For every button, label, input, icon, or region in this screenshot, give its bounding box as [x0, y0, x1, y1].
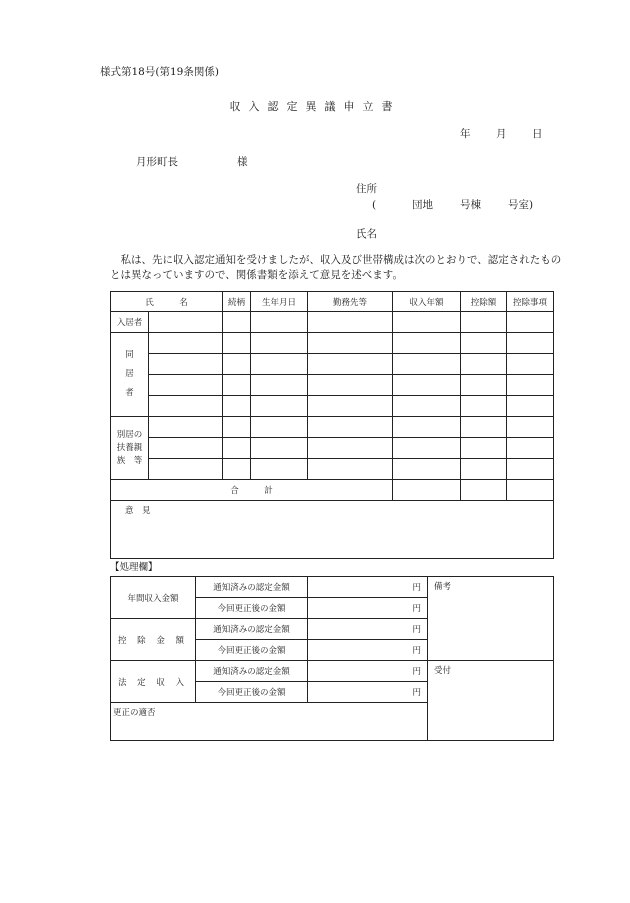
- receipt-cell[interactable]: [428, 661, 554, 741]
- total-income-cell[interactable]: [393, 480, 461, 501]
- cohabitant-label-char: 同: [125, 350, 134, 360]
- dependents-label: [111, 417, 149, 480]
- cell[interactable]: [308, 438, 393, 459]
- address-building: 号棟: [460, 199, 481, 211]
- cell[interactable]: [149, 354, 223, 375]
- cell[interactable]: [251, 459, 308, 480]
- cell[interactable]: [149, 417, 223, 438]
- cell[interactable]: [223, 354, 251, 375]
- date-month-label: 月: [496, 128, 507, 140]
- cell[interactable]: [461, 438, 507, 459]
- cell[interactable]: [308, 312, 393, 333]
- cell[interactable]: [251, 396, 308, 417]
- cell[interactable]: [149, 396, 223, 417]
- processing-section-label: 【処理欄】: [110, 562, 158, 573]
- table-row: [111, 333, 554, 354]
- cohabitant-label-char: 者: [125, 388, 134, 398]
- legal-income-label: 法 定 収 入: [111, 661, 196, 703]
- notified-amount-label: 通知済みの認定金額: [196, 577, 308, 598]
- table-row: [111, 417, 554, 438]
- cell[interactable]: [308, 375, 393, 396]
- yen-cell[interactable]: [308, 619, 428, 640]
- deduction-amount-label: 控 除 金 額: [111, 619, 196, 661]
- cell[interactable]: [507, 375, 554, 396]
- cell[interactable]: [507, 312, 554, 333]
- header-deduction-item: 控除事項: [507, 292, 554, 312]
- cell[interactable]: [393, 438, 461, 459]
- opinion-row: [111, 501, 554, 559]
- yen-cell[interactable]: [308, 661, 428, 682]
- cell[interactable]: [461, 312, 507, 333]
- cell[interactable]: [461, 459, 507, 480]
- cell[interactable]: [223, 459, 251, 480]
- cell[interactable]: [308, 417, 393, 438]
- cell[interactable]: [251, 417, 308, 438]
- cell[interactable]: [393, 417, 461, 438]
- document-title: 収入認定異議申立書: [229, 100, 401, 113]
- cell[interactable]: [461, 354, 507, 375]
- cell[interactable]: [308, 459, 393, 480]
- yen-cell[interactable]: [308, 682, 428, 703]
- correction-label: 更正の適否: [113, 708, 156, 718]
- table-row: [111, 577, 554, 598]
- cell[interactable]: [251, 438, 308, 459]
- cell[interactable]: [461, 396, 507, 417]
- cell[interactable]: [149, 438, 223, 459]
- header-workplace: 勤務先等: [308, 292, 393, 312]
- corrected-amount-label: 今回更正後の金額: [196, 682, 308, 703]
- cell[interactable]: [251, 375, 308, 396]
- cell[interactable]: [507, 438, 554, 459]
- cell[interactable]: [393, 459, 461, 480]
- correction-cell[interactable]: [111, 703, 428, 741]
- annual-income-label: 年間収入金額: [111, 577, 196, 619]
- cell[interactable]: [251, 354, 308, 375]
- receipt-label: 受付: [434, 666, 452, 676]
- cell[interactable]: [393, 375, 461, 396]
- table-row: [111, 661, 554, 682]
- total-item-cell[interactable]: [507, 480, 554, 501]
- cohabitant-label: [111, 333, 149, 417]
- cell[interactable]: [308, 396, 393, 417]
- yen-label: 円: [412, 625, 421, 635]
- cell[interactable]: [149, 459, 223, 480]
- dependents-label-line: 扶養親: [116, 442, 143, 453]
- yen-cell[interactable]: [308, 640, 428, 661]
- yen-label: 円: [412, 604, 421, 614]
- notified-amount-label: 通知済みの認定金額: [196, 661, 308, 682]
- addressee-name: 月形町長: [136, 156, 178, 168]
- header-deduction-amount: 控除額: [461, 292, 507, 312]
- name-label: 氏名: [356, 228, 377, 240]
- dependents-label-line: 別居の: [116, 429, 143, 440]
- processing-table: [110, 576, 554, 741]
- cell[interactable]: [393, 312, 461, 333]
- header-birthdate: 生年月日: [251, 292, 308, 312]
- opinion-label: 意 見: [125, 506, 151, 516]
- address-open-paren: (: [372, 199, 377, 211]
- cell[interactable]: [507, 459, 554, 480]
- header-relationship: 続柄: [223, 292, 251, 312]
- resident-label: 入居者: [111, 312, 149, 333]
- cell[interactable]: [251, 333, 308, 354]
- notified-amount-label: 通知済みの認定金額: [196, 619, 308, 640]
- cohabitant-label-char: 居: [125, 369, 134, 379]
- table-row: [111, 396, 554, 417]
- cell[interactable]: [393, 354, 461, 375]
- total-row: [111, 480, 554, 501]
- cell[interactable]: [251, 312, 308, 333]
- remarks-cell[interactable]: [428, 577, 554, 661]
- header-name: 氏 名: [111, 292, 223, 312]
- table-row: [111, 375, 554, 396]
- cell[interactable]: [461, 375, 507, 396]
- yen-label: 円: [412, 688, 421, 698]
- yen-cell[interactable]: [308, 598, 428, 619]
- cell[interactable]: [223, 312, 251, 333]
- cell[interactable]: [308, 354, 393, 375]
- cell[interactable]: [393, 396, 461, 417]
- cell[interactable]: [149, 333, 223, 354]
- cell[interactable]: [308, 333, 393, 354]
- remarks-label: 備考: [434, 582, 452, 592]
- cell[interactable]: [461, 333, 507, 354]
- yen-label: 円: [412, 646, 421, 656]
- cell[interactable]: [393, 333, 461, 354]
- yen-cell[interactable]: [308, 577, 428, 598]
- table-row: [111, 354, 554, 375]
- corrected-amount-label: 今回更正後の金額: [196, 640, 308, 661]
- table-row: [111, 312, 554, 333]
- cell[interactable]: [223, 396, 251, 417]
- total-label: 合 計: [111, 480, 393, 501]
- table-row: [111, 459, 554, 480]
- address-room: 号室): [508, 199, 534, 211]
- total-deduction-cell[interactable]: [461, 480, 507, 501]
- addressee-honorific: 様: [237, 156, 248, 168]
- cell[interactable]: [507, 417, 554, 438]
- yen-label: 円: [412, 583, 421, 593]
- corrected-amount-label: 今回更正後の金額: [196, 598, 308, 619]
- cell[interactable]: [507, 333, 554, 354]
- yen-label: 円: [412, 667, 421, 677]
- header-annual-income: 収入年額: [393, 292, 461, 312]
- address-danchi: 団地: [412, 199, 433, 211]
- cell[interactable]: [507, 354, 554, 375]
- cell[interactable]: [149, 312, 223, 333]
- form-number: 様式第18号(第19条関係): [100, 66, 219, 78]
- statement-text: 私は、先に収入認定通知を受けましたが、収入及び世帯構成は次のとおりで、認定されたものとは異なっていますので、関係書類を添えて意見を述べます。: [110, 254, 562, 281]
- opinion-cell[interactable]: [111, 501, 554, 559]
- table-row: [111, 438, 554, 459]
- cell[interactable]: [223, 333, 251, 354]
- cell[interactable]: [507, 396, 554, 417]
- cell[interactable]: [223, 417, 251, 438]
- cell[interactable]: [461, 417, 507, 438]
- date-year-label: 年: [460, 128, 471, 140]
- cell[interactable]: [223, 438, 251, 459]
- date-day-label: 日: [532, 128, 543, 140]
- address-label: 住所: [356, 183, 377, 195]
- cell[interactable]: [223, 375, 251, 396]
- dependents-label-line: 族 等: [116, 455, 143, 466]
- household-table: [110, 291, 554, 559]
- table-header-row: [111, 292, 554, 312]
- cell[interactable]: [149, 375, 223, 396]
